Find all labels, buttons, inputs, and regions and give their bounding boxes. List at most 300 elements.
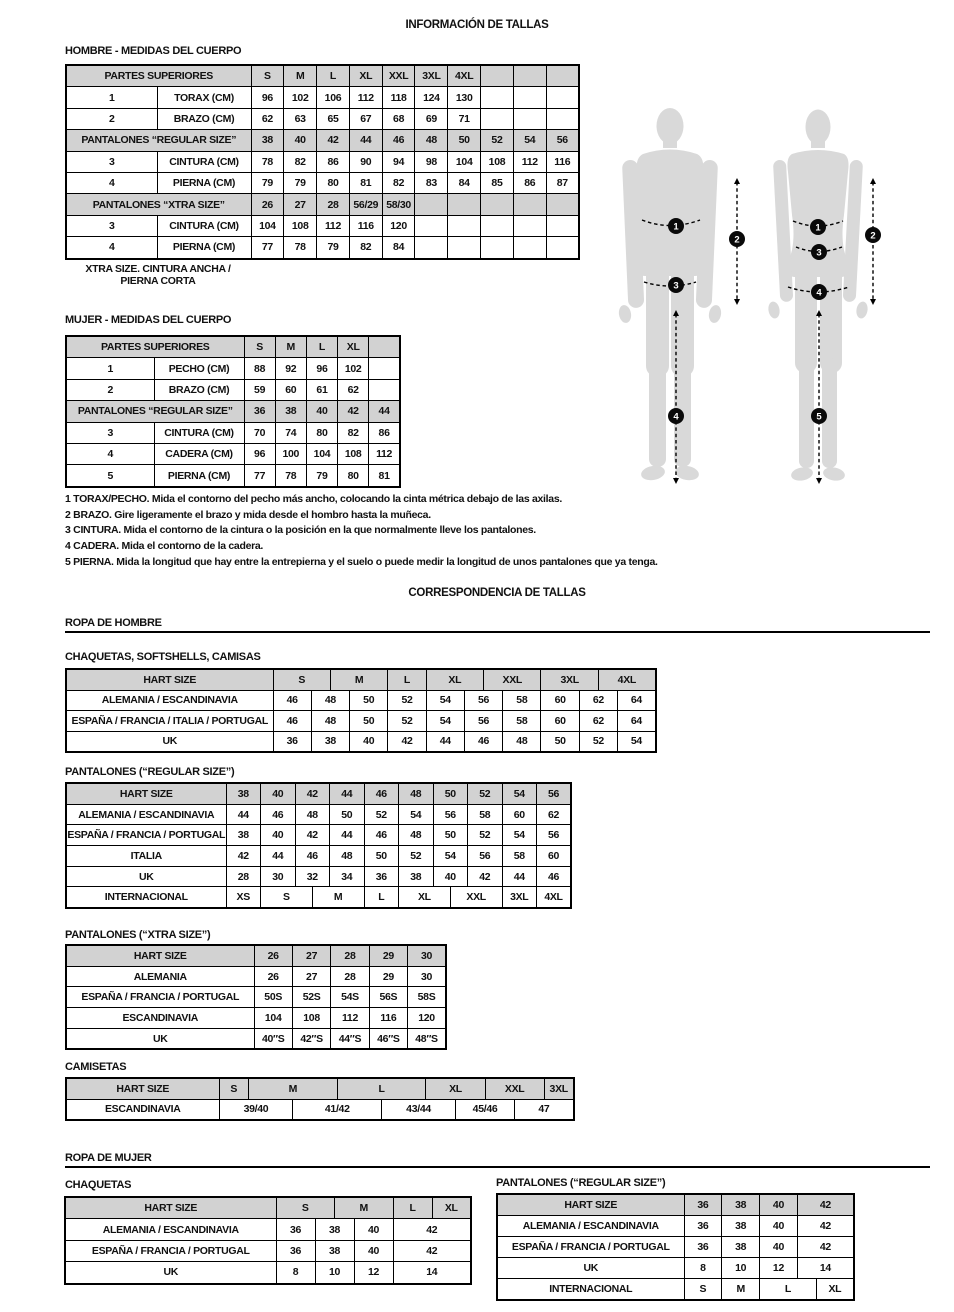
table-cell — [448, 215, 481, 236]
table-cell: 112 — [317, 215, 350, 236]
svg-text:3: 3 — [673, 280, 679, 292]
table-cell: 79 — [284, 172, 317, 193]
table-cell: 87 — [546, 172, 579, 193]
table-cell: 54S — [331, 987, 369, 1008]
table-cell: 61 — [306, 379, 337, 400]
male-left-foot — [640, 464, 666, 482]
table-cell: 28 — [226, 866, 261, 887]
table-cell: ESPAÑA / FRANCIA / PORTUGAL — [65, 1240, 276, 1261]
table-cell: ALEMANIA — [66, 966, 254, 987]
table-cell: L — [388, 669, 426, 690]
table-cell: 40 — [433, 866, 468, 887]
table-cell: 124 — [415, 87, 448, 108]
table-cell: 108 — [481, 151, 514, 172]
table-cell: 48 — [415, 130, 448, 151]
table-cell: 56 — [468, 846, 503, 867]
male-right-hand — [708, 304, 723, 324]
table-cell — [448, 237, 481, 259]
table-cell: 94 — [382, 151, 415, 172]
table-cell: 102 — [284, 87, 317, 108]
table-cell: 44 — [330, 783, 365, 804]
table-cell: 26 — [254, 966, 292, 987]
heading-chaquetas-softshells-camisas: CHAQUETAS, SOFTSHELLS, CAMISAS — [65, 651, 261, 663]
table-cell: 52 — [468, 825, 503, 846]
men-body-measurements-table — [65, 64, 580, 260]
measurement-notes — [65, 492, 905, 571]
table-cell: PIERNA (CM) — [157, 172, 251, 193]
table-cell: 38 — [251, 130, 284, 151]
table-cell — [481, 215, 514, 236]
table-cell: M — [722, 1279, 760, 1301]
table-cell: 84 — [382, 237, 415, 259]
heading-women-pantalones-regular: PANTALONES (“REGULAR SIZE”) — [496, 1177, 666, 1189]
table-cell: 82 — [382, 172, 415, 193]
table-cell: L — [317, 65, 350, 87]
table-cell: 96 — [251, 87, 284, 108]
table-cell: ALEMANIA / ESCANDINAVIA — [497, 1216, 684, 1237]
table-cell: UK — [65, 1262, 276, 1284]
table-cell: ESPAÑA / FRANCIA / PORTUGAL — [497, 1237, 684, 1258]
table-cell: 40 — [354, 1240, 393, 1261]
table-cell — [369, 358, 400, 379]
table-cell: 42 — [393, 1240, 471, 1261]
table-cell: 71 — [448, 108, 481, 129]
table-cell: 60 — [537, 846, 572, 867]
table-cell: 58S — [408, 987, 446, 1008]
table-cell: ESPAÑA / FRANCIA / ITALIA / PORTUGAL — [66, 711, 273, 732]
note-torax-pecho: 1 TORAX/PECHO. Mida el contorno del pecho más ancho, colocando la cinta métrica debajo de las axilas. — [65, 493, 562, 505]
table-cell: 38 — [311, 731, 349, 752]
table-cell: 56 — [464, 690, 502, 711]
table-cell: 40 — [261, 825, 296, 846]
table-cell: 5 — [66, 465, 154, 487]
marker-female-leg — [811, 408, 827, 424]
table-cell: S — [251, 65, 284, 87]
table-cell: 3 — [66, 422, 154, 443]
table-cell: L — [364, 887, 399, 908]
table-cell: 54 — [399, 804, 434, 825]
table-cell: 36 — [684, 1237, 722, 1258]
table-cell: 130 — [448, 87, 481, 108]
table-cell: INTERNACIONAL — [497, 1279, 684, 1301]
table-cell: 82 — [338, 422, 369, 443]
table-cell — [481, 194, 514, 215]
table-cell: PANTALONES “REGULAR SIZE” — [66, 401, 244, 422]
table-cell: 116 — [546, 151, 579, 172]
table-cell — [513, 215, 546, 236]
table-cell: 56S — [369, 987, 407, 1008]
table-cell: PIERNA (CM) — [157, 237, 251, 259]
table-cell: 4 — [66, 172, 157, 193]
table-cell: 39/40 — [219, 1099, 293, 1120]
table-cell: 42 — [797, 1237, 854, 1258]
table-cell: 46″S — [369, 1028, 407, 1049]
table-cell: XL — [349, 65, 382, 87]
xtra-size-note — [68, 264, 248, 287]
table-cell: 54 — [618, 731, 656, 752]
table-cell: 118 — [382, 87, 415, 108]
female-body-diagram — [752, 100, 882, 488]
table-cell: HART SIZE — [66, 945, 254, 966]
table-cell: 81 — [349, 172, 382, 193]
table-cell: CADERA (CM) — [154, 443, 244, 464]
table-cell: 32 — [295, 866, 330, 887]
male-left-thigh — [646, 262, 669, 377]
page-title: INFORMACIÓN DE TALLAS — [405, 19, 549, 31]
table-cell: 3 — [66, 215, 157, 236]
table-cell: 4 — [66, 443, 154, 464]
male-left-hand — [618, 304, 633, 324]
female-right-hand — [855, 301, 869, 320]
table-cell — [513, 237, 546, 259]
table-cell: 64 — [618, 711, 656, 732]
svg-text:1: 1 — [815, 222, 821, 234]
table-cell: 50 — [448, 130, 481, 151]
table-cell: 65 — [317, 108, 350, 129]
table-cell: 78 — [251, 151, 284, 172]
table-cell: ESPAÑA / FRANCIA / PORTUGAL — [66, 825, 226, 846]
table-cell: 46 — [364, 783, 399, 804]
table-cell: 3XL — [541, 669, 598, 690]
table-cell: 40 — [760, 1237, 798, 1258]
table-cell: 50 — [433, 783, 468, 804]
svg-text:1: 1 — [673, 221, 679, 233]
table-cell: 58 — [468, 804, 503, 825]
table-cell: 86 — [317, 151, 350, 172]
table-cell: 112 — [349, 87, 382, 108]
marker-male-arm — [729, 231, 745, 247]
table-cell: 62 — [579, 690, 617, 711]
table-cell: 27 — [292, 945, 330, 966]
table-cell: M — [330, 669, 387, 690]
table-cell: PIERNA (CM) — [154, 465, 244, 487]
table-cell: 54 — [433, 846, 468, 867]
table-cell: 56 — [537, 825, 572, 846]
note-brazo: 2 BRAZO. Gire ligeramente el brazo y mida desde el hombro hasta la muñeca. — [65, 508, 431, 521]
table-cell: 38 — [722, 1194, 760, 1216]
table-cell — [481, 65, 514, 87]
table-cell: 4 — [66, 237, 157, 259]
marker-male-chest — [668, 218, 684, 234]
table-cell: 82 — [284, 151, 317, 172]
table-cell: UK — [66, 866, 226, 887]
table-cell: PECHO (CM) — [154, 358, 244, 379]
table-cell: ESPAÑA / FRANCIA / PORTUGAL — [66, 987, 254, 1008]
table-cell: 69 — [415, 108, 448, 129]
table-cell: M — [312, 887, 364, 908]
male-neck — [663, 138, 677, 148]
table-cell: 92 — [275, 358, 306, 379]
table-cell: CINTURA (CM) — [154, 422, 244, 443]
table-cell: 64 — [618, 690, 656, 711]
table-cell: 52 — [388, 711, 426, 732]
table-cell: 56 — [546, 130, 579, 151]
table-cell: 84 — [448, 172, 481, 193]
table-cell: PARTES SUPERIORES — [66, 336, 244, 358]
table-cell: 52 — [399, 846, 434, 867]
table-cell: 44 — [330, 825, 365, 846]
table-cell — [546, 108, 579, 129]
table-cell: 42″S — [292, 1028, 330, 1049]
table-cell: 52 — [468, 783, 503, 804]
table-cell: S — [244, 336, 275, 358]
table-cell: 44 — [502, 866, 537, 887]
table-cell: 50 — [541, 731, 579, 752]
marker-female-waist — [811, 244, 827, 260]
male-torso — [637, 150, 704, 277]
table-cell: 42 — [295, 783, 330, 804]
table-cell: XXL — [485, 1078, 544, 1099]
table-cell: 68 — [382, 108, 415, 129]
table-cell: 56/29 — [349, 194, 382, 215]
table-cell: 40 — [760, 1194, 798, 1216]
table-cell: 90 — [349, 151, 382, 172]
table-cell: 38 — [226, 825, 261, 846]
men-jackets-size-table — [65, 668, 657, 753]
table-cell: 40 — [306, 401, 337, 422]
table-cell: M — [284, 65, 317, 87]
table-cell: 48 — [330, 846, 365, 867]
table-cell — [513, 65, 546, 87]
table-cell: XL — [426, 669, 483, 690]
table-cell: 116 — [349, 215, 382, 236]
note-pierna: 5 PIERNA. Mida la longitud que hay entre la entrepierna y el suelo o puede medir la longitud de unos pantalones que ya tenga. — [65, 555, 658, 568]
table-cell: 40″S — [254, 1028, 292, 1049]
table-cell: 42 — [338, 401, 369, 422]
table-cell: 116 — [369, 1008, 407, 1029]
ropa-hombre-divider — [65, 631, 930, 633]
table-cell: 46 — [382, 130, 415, 151]
table-cell: 38 — [315, 1219, 354, 1240]
table-cell: 42 — [393, 1219, 471, 1240]
svg-text:3: 3 — [816, 247, 822, 259]
table-cell: 48 — [399, 783, 434, 804]
table-cell: 104 — [306, 443, 337, 464]
table-cell: 98 — [415, 151, 448, 172]
table-cell: 46 — [273, 711, 311, 732]
table-cell: 74 — [275, 422, 306, 443]
svg-text:2: 2 — [870, 230, 876, 242]
svg-text:4: 4 — [816, 287, 822, 299]
marker-male-waist — [668, 277, 684, 293]
table-cell — [546, 237, 579, 259]
marker-female-hip — [811, 284, 827, 300]
section-heading-mujer-medidas: MUJER - MEDIDAS DEL CUERPO — [65, 314, 232, 326]
table-cell: 26 — [254, 945, 292, 966]
table-cell: 43/44 — [382, 1099, 456, 1120]
table-cell: 58 — [503, 690, 541, 711]
table-cell: 44 — [369, 401, 400, 422]
table-cell: 50 — [433, 825, 468, 846]
ropa-mujer-divider — [65, 1166, 930, 1168]
arrow-down-icon — [816, 478, 822, 484]
table-cell: 36 — [684, 1194, 722, 1216]
table-cell: 50 — [364, 846, 399, 867]
table-cell: 36 — [244, 401, 275, 422]
table-cell: 50 — [330, 804, 365, 825]
table-cell: ITALIA — [66, 846, 226, 867]
table-cell: 30 — [408, 966, 446, 987]
table-cell: 10 — [315, 1262, 354, 1284]
table-cell: 67 — [349, 108, 382, 129]
table-cell: 48 — [295, 804, 330, 825]
table-cell: UK — [66, 1028, 254, 1049]
table-cell: 77 — [244, 465, 275, 487]
table-cell: 120 — [382, 215, 415, 236]
table-cell: 56 — [537, 783, 572, 804]
table-cell: CINTURA (CM) — [157, 215, 251, 236]
table-cell: XXL — [382, 65, 415, 87]
table-cell: 44 — [226, 804, 261, 825]
table-cell: S — [273, 669, 330, 690]
table-cell: 38 — [315, 1240, 354, 1261]
arrow-up-icon — [734, 178, 740, 184]
arrow-down-icon — [870, 299, 876, 305]
table-cell: 36 — [273, 731, 311, 752]
xtra-size-note-line1: XTRA SIZE. CINTURA ANCHA / — [85, 263, 231, 275]
table-cell: 46 — [273, 690, 311, 711]
women-body-measurements-table — [65, 335, 401, 488]
table-cell: 44″S — [331, 1028, 369, 1049]
table-cell: 4XL — [598, 669, 655, 690]
table-cell: 77 — [251, 237, 284, 259]
table-cell: XL — [426, 1078, 485, 1099]
table-cell: 56 — [433, 804, 468, 825]
table-cell: ESCANDINAVIA — [66, 1099, 219, 1120]
table-cell: 60 — [541, 711, 579, 732]
table-cell: 54 — [502, 825, 537, 846]
table-cell: M — [249, 1078, 338, 1099]
table-cell: 79 — [306, 465, 337, 487]
table-cell: 42 — [797, 1194, 854, 1216]
table-cell: 42 — [226, 846, 261, 867]
table-cell: PANTALONES “XTRA SIZE” — [66, 194, 251, 215]
table-cell: M — [275, 336, 306, 358]
table-cell: 42 — [295, 825, 330, 846]
table-cell: 80 — [317, 172, 350, 193]
table-cell: 120 — [408, 1008, 446, 1029]
table-cell: 46 — [261, 804, 296, 825]
table-cell: XXL — [450, 887, 502, 908]
table-cell: BRAZO (CM) — [154, 379, 244, 400]
table-cell: 106 — [317, 87, 350, 108]
table-cell: 40 — [261, 783, 296, 804]
female-neck — [811, 138, 825, 148]
table-cell: 46 — [295, 846, 330, 867]
table-cell: 27 — [292, 966, 330, 987]
marker-female-chest — [810, 219, 826, 235]
table-cell: 52 — [364, 804, 399, 825]
table-cell: 45/46 — [456, 1099, 515, 1120]
table-cell: 29 — [369, 966, 407, 987]
table-cell: 36 — [684, 1216, 722, 1237]
xtra-size-note-line2: PIERNA CORTA — [120, 274, 196, 287]
svg-text:2: 2 — [734, 234, 740, 246]
table-cell: 2 — [66, 379, 154, 400]
table-cell: 40 — [284, 130, 317, 151]
marker-male-leg — [668, 408, 684, 424]
table-cell: HART SIZE — [66, 669, 273, 690]
table-cell: 112 — [513, 151, 546, 172]
table-cell: 112 — [331, 1008, 369, 1029]
male-left-calf — [649, 362, 666, 467]
female-left-foot — [790, 466, 814, 483]
table-cell: 104 — [448, 151, 481, 172]
table-cell: 4XL — [537, 887, 572, 908]
table-cell: 8 — [276, 1262, 315, 1284]
table-cell: 44 — [426, 731, 464, 752]
table-cell: 54 — [426, 690, 464, 711]
table-cell: 62 — [338, 379, 369, 400]
heading-camisetas: CAMISETAS — [65, 1061, 127, 1073]
table-cell: 62 — [579, 711, 617, 732]
note-cadera: 4 CADERA. Mida el contorno de la cadera. — [65, 540, 264, 553]
table-cell: HART SIZE — [66, 783, 226, 804]
female-right-foot — [822, 466, 846, 483]
table-cell: 56 — [464, 711, 502, 732]
table-cell: INTERNACIONAL — [66, 887, 226, 908]
table-cell: HART SIZE — [497, 1194, 684, 1216]
table-cell: 52 — [481, 130, 514, 151]
table-cell: 108 — [292, 1008, 330, 1029]
table-cell: 3XL — [544, 1078, 574, 1099]
table-cell: 27 — [284, 194, 317, 215]
table-cell: L — [337, 1078, 426, 1099]
table-cell: 60 — [502, 804, 537, 825]
table-cell: 14 — [797, 1258, 854, 1279]
table-cell: 70 — [244, 422, 275, 443]
table-cell — [546, 65, 579, 87]
svg-text:5: 5 — [816, 411, 822, 423]
table-cell: 40 — [760, 1216, 798, 1237]
table-cell: ALEMANIA / ESCANDINAVIA — [66, 690, 273, 711]
table-cell: 48 — [399, 825, 434, 846]
table-cell: 50 — [350, 690, 388, 711]
section-heading-ropa-hombre: ROPA DE HOMBRE — [65, 617, 162, 629]
table-cell: HART SIZE — [66, 1078, 219, 1099]
table-cell: 36 — [276, 1219, 315, 1240]
table-cell: XS — [226, 887, 261, 908]
female-right-thigh — [820, 265, 842, 373]
table-cell: 58 — [503, 711, 541, 732]
table-cell: 58 — [502, 846, 537, 867]
table-cell: 50S — [254, 987, 292, 1008]
table-cell — [513, 108, 546, 129]
table-cell: 44 — [261, 846, 296, 867]
table-cell: 96 — [306, 358, 337, 379]
table-cell: 28 — [317, 194, 350, 215]
table-cell: 30 — [261, 866, 296, 887]
table-cell: 100 — [275, 443, 306, 464]
table-cell: 96 — [244, 443, 275, 464]
table-cell: 54 — [426, 711, 464, 732]
table-cell: 48 — [311, 690, 349, 711]
heading-men-pantalones-xtra: PANTALONES (“XTRA SIZE”) — [65, 929, 211, 941]
table-cell — [481, 87, 514, 108]
section-heading-correspondencia: CORRESPONDENCIA DE TALLAS — [408, 587, 586, 599]
men-tshirts-size-table — [65, 1077, 575, 1121]
table-cell: 80 — [338, 465, 369, 487]
table-cell: 28 — [331, 966, 369, 987]
table-cell: 3XL — [502, 887, 537, 908]
women-pants-regular-size-table — [496, 1193, 855, 1301]
table-cell — [448, 194, 481, 215]
table-cell: S — [219, 1078, 249, 1099]
table-cell: S — [684, 1279, 722, 1301]
table-cell: 80 — [306, 422, 337, 443]
table-cell: S — [261, 887, 313, 908]
table-cell: 48 — [311, 711, 349, 732]
